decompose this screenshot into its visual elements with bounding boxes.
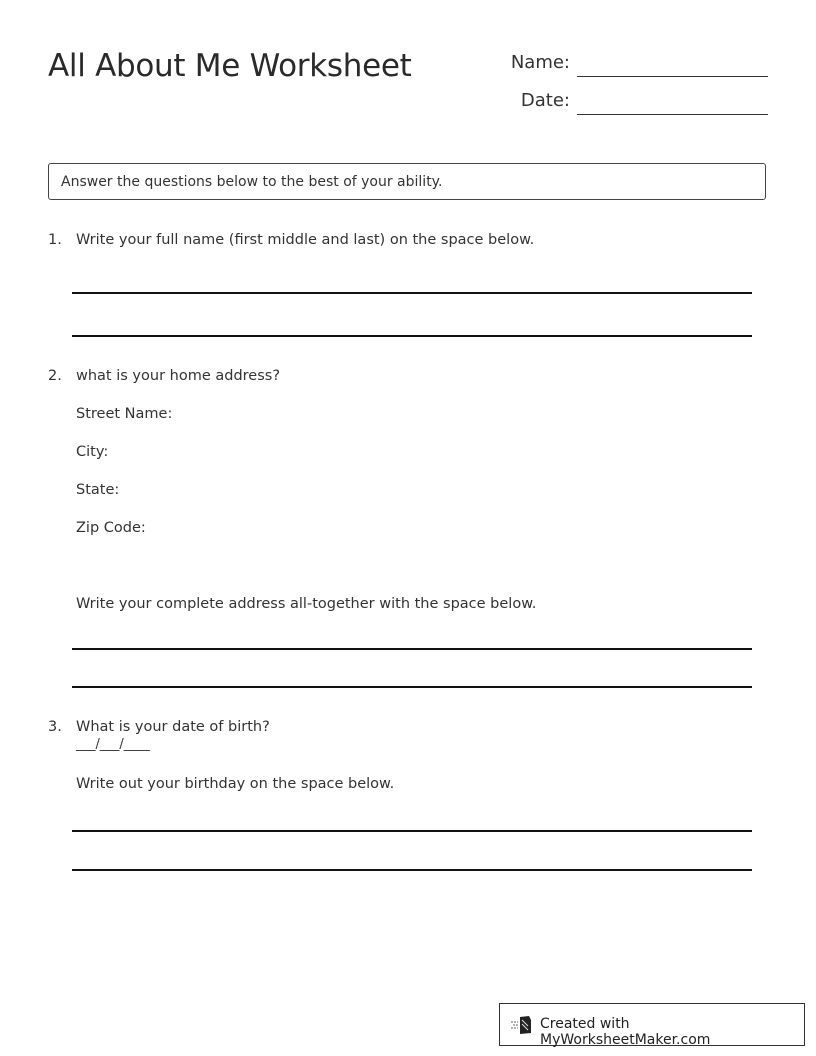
question-3-text: What is your date of birth? bbox=[76, 719, 270, 735]
question-2-answer-line-1[interactable] bbox=[72, 648, 752, 650]
question-2-number: 2. bbox=[48, 368, 62, 384]
question-3-followup: Write out your birthday on the space below. bbox=[76, 776, 395, 792]
question-1-number: 1. bbox=[48, 232, 62, 248]
page-title: All About Me Worksheet bbox=[48, 48, 412, 84]
date-field-line[interactable] bbox=[577, 114, 768, 115]
instructions-text: Answer the questions below to the best of your ability. bbox=[61, 174, 443, 190]
street-name-label: Street Name: bbox=[76, 406, 173, 422]
date-of-birth-blank: ___/___/____ bbox=[76, 737, 150, 752]
worksheet-maker-logo-icon bbox=[510, 1014, 534, 1036]
date-label: Date: bbox=[520, 90, 570, 111]
name-label: Name: bbox=[510, 52, 570, 73]
question-2-followup: Write your complete address all-together with the space below. bbox=[76, 596, 537, 612]
zip-code-label: Zip Code: bbox=[76, 520, 146, 536]
question-3-number: 3. bbox=[48, 719, 62, 735]
footer-credit-text: Created with MyWorksheetMaker.com bbox=[540, 1016, 711, 1048]
instructions-box bbox=[48, 163, 766, 200]
question-2-answer-line-2[interactable] bbox=[72, 686, 752, 688]
state-label: State: bbox=[76, 482, 120, 498]
question-3-answer-line-1[interactable] bbox=[72, 830, 752, 832]
footer-credit-box[interactable] bbox=[499, 1003, 805, 1046]
question-2-text: what is your home address? bbox=[76, 368, 281, 384]
city-label: City: bbox=[76, 444, 109, 460]
question-1-text: Write your full name (first middle and last) on the space below. bbox=[76, 232, 535, 248]
question-1-answer-line-1[interactable] bbox=[72, 292, 752, 294]
name-field-line[interactable] bbox=[577, 76, 768, 77]
question-3-answer-line-2[interactable] bbox=[72, 869, 752, 871]
question-1-answer-line-2[interactable] bbox=[72, 335, 752, 337]
